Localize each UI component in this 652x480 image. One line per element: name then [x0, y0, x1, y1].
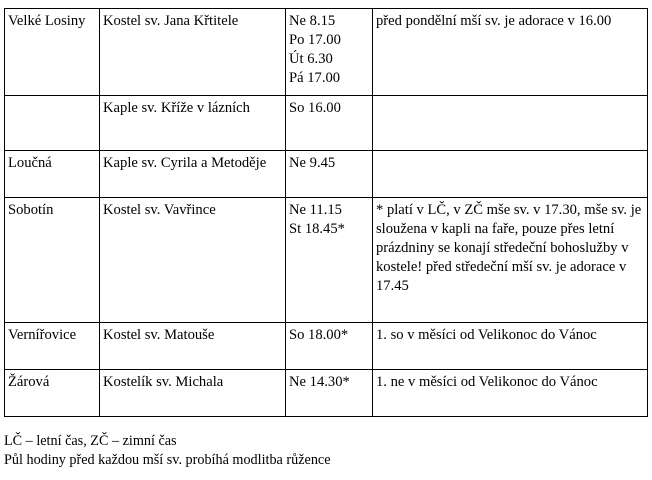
place-cell: [5, 96, 100, 151]
note-cell: [373, 96, 648, 151]
church-cell: Kostelík sv. Michala: [100, 370, 286, 417]
footnotes: [4, 432, 647, 470]
footnote-time-legend: LČ – letní čas, ZČ – zimní čas: [4, 433, 177, 449]
place-cell: Loučná: [5, 151, 100, 198]
table-row: [5, 151, 648, 198]
time-entry: Ne 8.15: [289, 13, 336, 29]
time-entry: So 18.00*: [289, 327, 349, 343]
church-cell: Kaple sv. Kříže v lázních: [100, 96, 286, 151]
note-cell: 1. ne v měsíci od Velikonoc do Vánoc: [373, 370, 648, 417]
table-row: [5, 370, 648, 417]
times-cell: [286, 323, 373, 370]
times-cell: [286, 9, 373, 96]
table-row: [5, 323, 648, 370]
times-cell: [286, 370, 373, 417]
place-cell: Vernířovice: [5, 323, 100, 370]
time-entry: Po 17.00: [289, 32, 341, 48]
church-cell: Kaple sv. Cyrila a Metoděje: [100, 151, 286, 198]
time-entry: So 16.00: [289, 100, 341, 116]
note-cell: 1. so v měsíci od Velikonoc do Vánoc: [373, 323, 648, 370]
time-entry: Ne 11.15: [289, 202, 342, 218]
time-entry: Pá 17.00: [289, 70, 341, 86]
time-entry: St 18.45*: [289, 221, 345, 237]
church-cell: Kostel sv. Vavřince: [100, 198, 286, 323]
table-row: [5, 9, 648, 96]
church-cell: Kostel sv. Jana Křtitele: [100, 9, 286, 96]
table-row: [5, 198, 648, 323]
note-cell: před pondělní mší sv. je adorace v 16.00: [373, 9, 648, 96]
time-entry: Ne 14.30*: [289, 374, 350, 390]
table-row: [5, 96, 648, 151]
note-cell: [373, 151, 648, 198]
times-cell: [286, 198, 373, 323]
time-entry: Út 6.30: [289, 51, 333, 67]
note-cell: * platí v LČ, v ZČ mše sv. v 17.30, mše sv. je sloužena v kapli na faře, pouze přes letní prázdniny se konají středeční bohoslužby v kostele! před středeční mší sv. je adorace v 17.45: [373, 198, 648, 323]
footnote-rosary: Půl hodiny před každou mší sv. probíhá modlitba růžence: [4, 452, 331, 468]
church-cell: Kostel sv. Matouše: [100, 323, 286, 370]
place-cell: Žárová: [5, 370, 100, 417]
times-cell: [286, 151, 373, 198]
times-cell: [286, 96, 373, 151]
time-entry: Ne 9.45: [289, 155, 336, 171]
place-cell: Velké Losiny: [5, 9, 100, 96]
mass-schedule-table: [4, 8, 648, 417]
place-cell: Sobotín: [5, 198, 100, 323]
